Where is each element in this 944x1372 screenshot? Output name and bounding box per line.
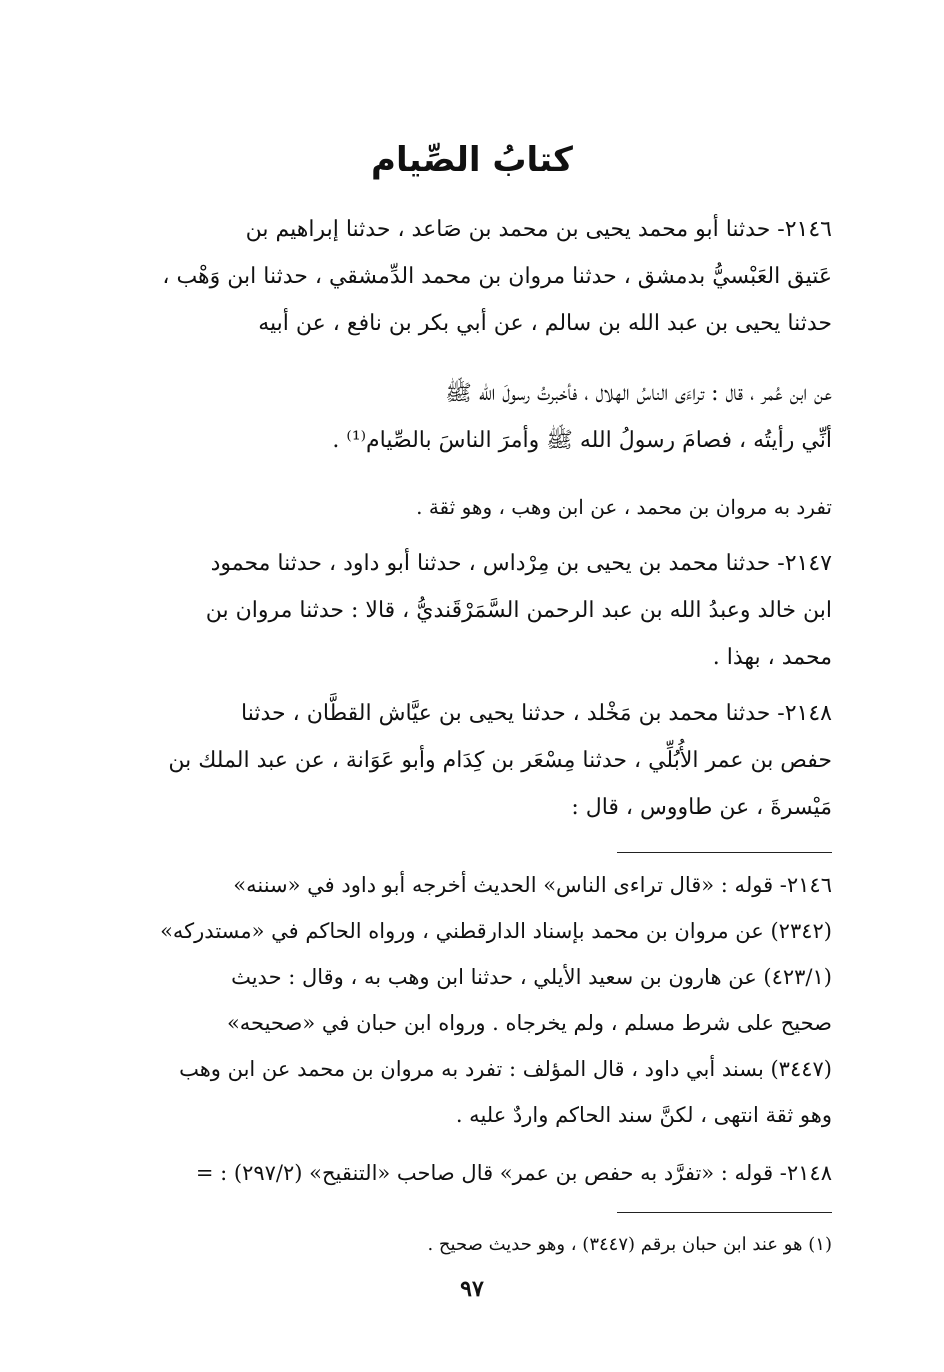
text-line: وهو ثقة انتهى ، لكنَّ سند الحاكم واردٌ عليه . bbox=[455, 1103, 832, 1127]
text-line: صحيح على شرط مسلم ، ولم يخرجاه . ورواه ابن حبان في «صحيحه» bbox=[226, 1011, 832, 1035]
commentary-2146 bbox=[132, 862, 832, 1138]
commentary-divider bbox=[617, 852, 832, 853]
text-line: تفرد به مروان بن محمد ، عن ابن وهب ، وهو ثقة . bbox=[416, 495, 832, 519]
hadith-2146-isnad bbox=[132, 206, 832, 347]
text-line: محمد ، بهذا . bbox=[712, 645, 832, 670]
hadith-2146-matn bbox=[132, 370, 832, 464]
page-number: ٩٧ bbox=[460, 1276, 484, 1302]
text-line: حدثنا يحيى بن عبد الله بن سالم ، عن أبي بكر بن نافع ، عن أبيه bbox=[258, 311, 832, 336]
page-title: كتابُ الصِّيام bbox=[371, 140, 573, 180]
text-line: ابن خالد وعبدُ الله بن عبد الرحمن السَّمَرْقَنديُّ ، قالا : حدثنا مروان بن bbox=[205, 598, 832, 623]
text-line: ٢١٤٦- حدثنا أبو محمد يحيى بن محمد بن صَاعد ، حدثنا إبراهيم بن bbox=[245, 217, 832, 242]
hadith-2147 bbox=[132, 540, 832, 681]
hadith-2146-remark bbox=[132, 484, 832, 531]
footnote-divider bbox=[617, 1212, 832, 1213]
text-line: عن ابن عُمر ، قال : تراءَى الناسُ الهلال ، فأخبرتُ رسولَ الله ﷺ bbox=[445, 381, 832, 406]
commentary-2148 bbox=[132, 1150, 832, 1196]
text-line: (٤٢٣/١) عن هارون بن سعيد الأيلي ، حدثنا ابن وهب به ، وقال : حديث bbox=[231, 965, 832, 989]
text-line: (٣٤٤٧) بسند أبي داود ، قال المؤلف : تفرد به مروان بن محمد عن ابن وهب bbox=[179, 1057, 832, 1081]
footnote: (١) هو عند ابن حبان برقم (٣٤٤٧) ، وهو حديث صحيح . bbox=[427, 1234, 832, 1255]
text-line: ٢١٤٨- حدثنا محمد بن مَخْلد ، حدثنا يحيى بن عيَّاش القطَّان ، حدثنا bbox=[241, 701, 832, 726]
text-line: ٢١٤٨- قوله : «تفرَّد به حفص بن عمر» قال صاحب «التنقيح» (٢٩٧/٢) : = bbox=[195, 1161, 832, 1185]
text-line: أنِّي رأيتُه ، فصامَ رسولُ الله ﷺ وأمرَ الناسَ بالصِّيام⁽¹⁾ . bbox=[332, 428, 832, 453]
text-line: ٢١٤٧- حدثنا محمد بن يحيى بن مِرْداس ، حدثنا أبو داود ، حدثنا محمود bbox=[210, 551, 832, 576]
text-line: (٢٣٤٢) عن مروان بن محمد بإسناد الدارقطني ، ورواه الحاكم في «مستدركه» bbox=[160, 919, 832, 943]
hadith-2148 bbox=[132, 690, 832, 831]
text-line: حفص بن عمر الأُبُلِّي ، حدثنا مِسْعَر بن كِدَام وأبو عَوَانة ، عن عبد الملك بن bbox=[168, 748, 832, 773]
text-line: عَتيق العَبْسيُّ بدمشق ، حدثنا مروان بن محمد الدِّمشقي ، حدثنا ابن وَهْب ، bbox=[162, 264, 832, 289]
text-line: ٢١٤٦- قوله : «قال تراءى الناس» الحديث أخرجه أبو داود في «سننه» bbox=[233, 873, 832, 897]
text-line: مَيْسرةَ ، عن طاووس ، قال : bbox=[571, 795, 832, 820]
